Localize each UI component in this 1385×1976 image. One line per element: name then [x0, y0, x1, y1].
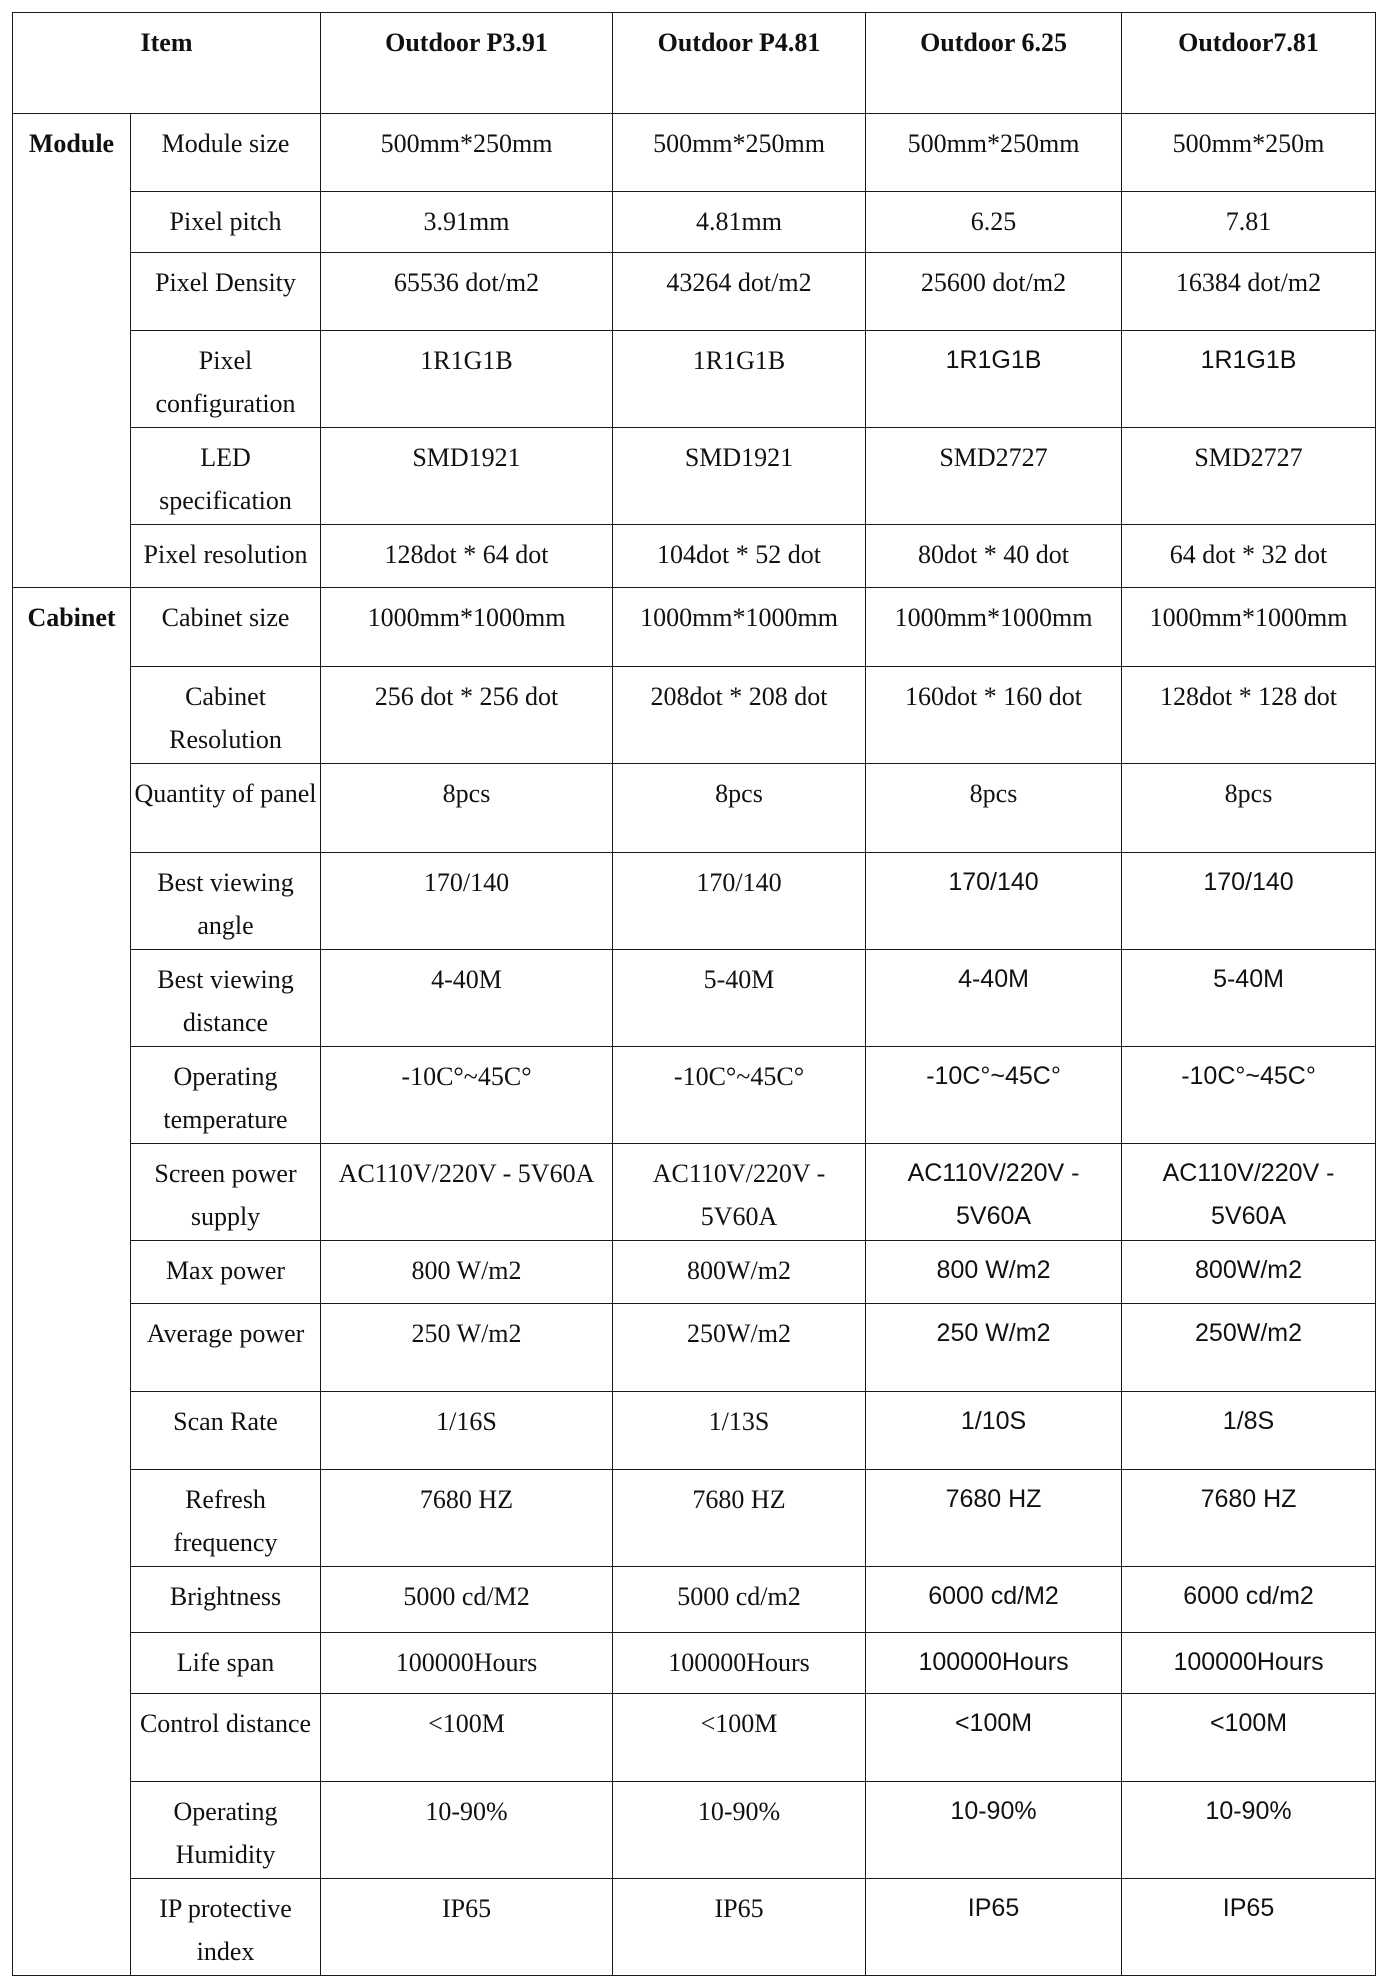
table-row	[13, 192, 1376, 253]
item-header: Item	[13, 13, 321, 114]
row-label: Cabinet size	[131, 588, 321, 667]
row-label: Refresh frequency	[131, 1470, 321, 1567]
cell: 1/16S	[321, 1392, 613, 1470]
cell: 7.81	[1122, 192, 1376, 253]
header-row	[13, 13, 1376, 114]
cell: 1R1G1B	[866, 331, 1122, 428]
cell: 128dot * 64 dot	[321, 525, 613, 588]
group-label-cabinet: Cabinet	[13, 588, 131, 1976]
cell: 800W/m2	[613, 1241, 866, 1304]
cell: 4.81mm	[613, 192, 866, 253]
cell: 65536 dot/m2	[321, 253, 613, 331]
cell: <100M	[1122, 1694, 1376, 1782]
cell: SMD2727	[1122, 428, 1376, 525]
cell: SMD1921	[321, 428, 613, 525]
cell: IP65	[321, 1879, 613, 1976]
cell: -10C°~45C°	[1122, 1047, 1376, 1144]
cell: 250 W/m2	[866, 1304, 1122, 1392]
cell: 800 W/m2	[321, 1241, 613, 1304]
cell: 800W/m2	[1122, 1241, 1376, 1304]
table-row	[13, 253, 1376, 331]
cell: 1R1G1B	[1122, 331, 1376, 428]
cell: 1R1G1B	[321, 331, 613, 428]
table-row	[13, 1567, 1376, 1633]
cell: IP65	[1122, 1879, 1376, 1976]
cell: 3.91mm	[321, 192, 613, 253]
cell: 800 W/m2	[866, 1241, 1122, 1304]
cell: 500mm*250mm	[613, 114, 866, 192]
cell: IP65	[613, 1879, 866, 1976]
row-label: Quantity of panel	[131, 764, 321, 853]
cell: 8pcs	[321, 764, 613, 853]
cell: 6.25	[866, 192, 1122, 253]
table-row	[13, 588, 1376, 667]
cell: AC110V/220V - 5V60A	[866, 1144, 1122, 1241]
row-label: Screen power supply	[131, 1144, 321, 1241]
row-label: Average power	[131, 1304, 321, 1392]
table-row	[13, 950, 1376, 1047]
row-label: Life span	[131, 1633, 321, 1694]
cell: IP65	[866, 1879, 1122, 1976]
row-label: Pixel pitch	[131, 192, 321, 253]
cell: 8pcs	[613, 764, 866, 853]
cell: 5-40M	[613, 950, 866, 1047]
cell: 160dot * 160 dot	[866, 667, 1122, 764]
row-label: Max power	[131, 1241, 321, 1304]
group-label-module: Module	[13, 114, 131, 588]
cell: 170/140	[321, 853, 613, 950]
cell: 5-40M	[1122, 950, 1376, 1047]
table-row	[13, 667, 1376, 764]
cell: AC110V/220V - 5V60A	[613, 1144, 866, 1241]
cell: 1000mm*1000mm	[1122, 588, 1376, 667]
cell: 128dot * 128 dot	[1122, 667, 1376, 764]
column-header: Outdoor7.81	[1122, 13, 1376, 114]
cell: 500mm*250mm	[866, 114, 1122, 192]
row-label: Pixel resolution	[131, 525, 321, 588]
cell: 256 dot * 256 dot	[321, 667, 613, 764]
cell: 16384 dot/m2	[1122, 253, 1376, 331]
table-row	[13, 1879, 1376, 1976]
cell: 80dot * 40 dot	[866, 525, 1122, 588]
table-row	[13, 764, 1376, 853]
cell: 104dot * 52 dot	[613, 525, 866, 588]
table-row	[13, 525, 1376, 588]
column-header: Outdoor P3.91	[321, 13, 613, 114]
spec-table	[12, 12, 1376, 1976]
row-label: Cabinet Resolution	[131, 667, 321, 764]
cell: 100000Hours	[866, 1633, 1122, 1694]
cell: -10C°~45C°	[866, 1047, 1122, 1144]
cell: 7680 HZ	[321, 1470, 613, 1567]
cell: 250W/m2	[1122, 1304, 1376, 1392]
cell: 170/140	[613, 853, 866, 950]
row-label: Module size	[131, 114, 321, 192]
cell: 1/13S	[613, 1392, 866, 1470]
cell: 170/140	[1122, 853, 1376, 950]
cell: 100000Hours	[613, 1633, 866, 1694]
cell: 1000mm*1000mm	[613, 588, 866, 667]
cell: 1/10S	[866, 1392, 1122, 1470]
table-row	[13, 853, 1376, 950]
row-label: Operating temperature	[131, 1047, 321, 1144]
column-header: Outdoor P4.81	[613, 13, 866, 114]
cell: <100M	[613, 1694, 866, 1782]
cell: 6000 cd/M2	[866, 1567, 1122, 1633]
table-row	[13, 1633, 1376, 1694]
table-row	[13, 1047, 1376, 1144]
row-label: Brightness	[131, 1567, 321, 1633]
table-row	[13, 1392, 1376, 1470]
cell: SMD1921	[613, 428, 866, 525]
row-label: Best viewing angle	[131, 853, 321, 950]
cell: 500mm*250mm	[321, 114, 613, 192]
cell: -10C°~45C°	[321, 1047, 613, 1144]
table-row	[13, 1694, 1376, 1782]
table-row	[13, 1241, 1376, 1304]
cell: <100M	[866, 1694, 1122, 1782]
cell: 8pcs	[1122, 764, 1376, 853]
cell: 10-90%	[866, 1782, 1122, 1879]
cell: 5000 cd/M2	[321, 1567, 613, 1633]
row-label: Pixel Density	[131, 253, 321, 331]
row-label: IP protective index	[131, 1879, 321, 1976]
cell: 100000Hours	[321, 1633, 613, 1694]
row-label: Scan Rate	[131, 1392, 321, 1470]
row-label: Best viewing distance	[131, 950, 321, 1047]
cell: 1000mm*1000mm	[321, 588, 613, 667]
cell: 250W/m2	[613, 1304, 866, 1392]
cell: 1000mm*1000mm	[866, 588, 1122, 667]
table-row	[13, 331, 1376, 428]
cell: 43264 dot/m2	[613, 253, 866, 331]
table-row	[13, 1144, 1376, 1241]
cell: 64 dot * 32 dot	[1122, 525, 1376, 588]
cell: 25600 dot/m2	[866, 253, 1122, 331]
cell: 7680 HZ	[1122, 1470, 1376, 1567]
row-label: Pixel configuration	[131, 331, 321, 428]
cell: 500mm*250m	[1122, 114, 1376, 192]
cell: 1/8S	[1122, 1392, 1376, 1470]
table-row	[13, 114, 1376, 192]
table-row	[13, 1304, 1376, 1392]
row-label: Control distance	[131, 1694, 321, 1782]
cell: 10-90%	[1122, 1782, 1376, 1879]
row-label: Operating Humidity	[131, 1782, 321, 1879]
cell: 170/140	[866, 853, 1122, 950]
spec-page	[12, 12, 1375, 1966]
cell: 7680 HZ	[866, 1470, 1122, 1567]
cell: AC110V/220V - 5V60A	[321, 1144, 613, 1241]
cell: 8pcs	[866, 764, 1122, 853]
cell: 10-90%	[321, 1782, 613, 1879]
table-row	[13, 1782, 1376, 1879]
cell: 1R1G1B	[613, 331, 866, 428]
cell: 6000 cd/m2	[1122, 1567, 1376, 1633]
cell: SMD2727	[866, 428, 1122, 525]
table-row	[13, 428, 1376, 525]
table-row	[13, 1470, 1376, 1567]
cell: 4-40M	[866, 950, 1122, 1047]
cell: 10-90%	[613, 1782, 866, 1879]
row-label: LED specification	[131, 428, 321, 525]
cell: 5000 cd/m2	[613, 1567, 866, 1633]
cell: 100000Hours	[1122, 1633, 1376, 1694]
cell: AC110V/220V - 5V60A	[1122, 1144, 1376, 1241]
cell: -10C°~45C°	[613, 1047, 866, 1144]
cell: 7680 HZ	[613, 1470, 866, 1567]
cell: 250 W/m2	[321, 1304, 613, 1392]
cell: <100M	[321, 1694, 613, 1782]
cell: 208dot * 208 dot	[613, 667, 866, 764]
cell: 4-40M	[321, 950, 613, 1047]
column-header: Outdoor 6.25	[866, 13, 1122, 114]
